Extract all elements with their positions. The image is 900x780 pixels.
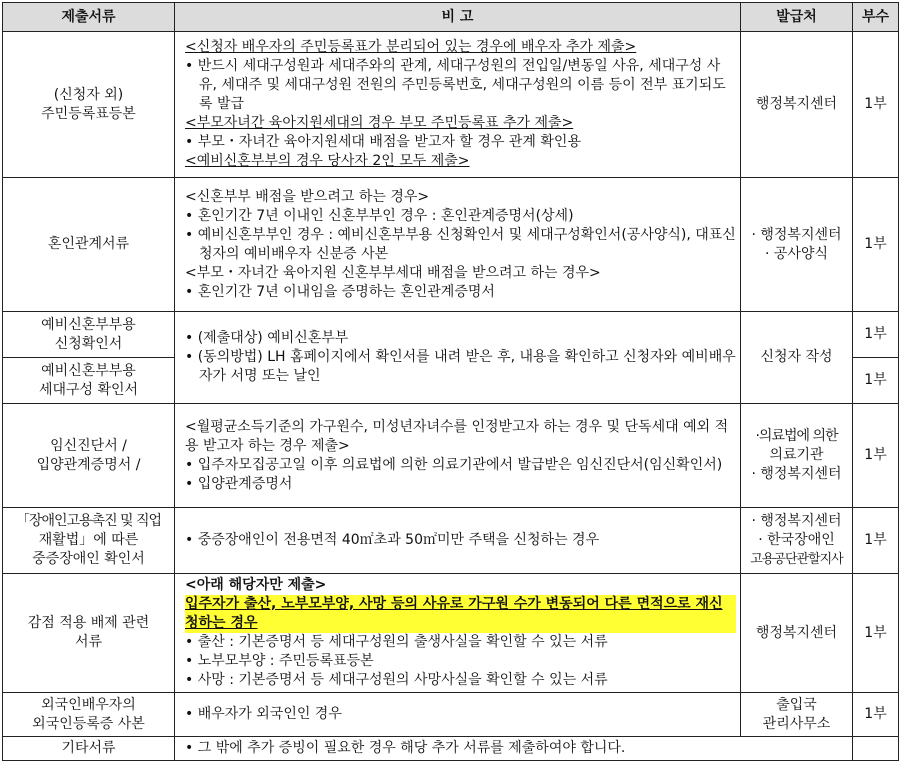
doc-cell: 혼인관계서류 [3, 178, 175, 312]
note-bullet: • 부모・자녀간 육아지원세대 배점을 받고자 할 경우 관계 확인용 [185, 133, 736, 152]
doc-line: 임신진단서 / [50, 437, 127, 454]
table-row [3, 178, 899, 312]
note-bullet: • 혼인기간 7년 이내임을 증명하는 혼인관계증명서 [185, 283, 736, 302]
issuer-cell: 신청자 작성 [741, 312, 853, 404]
doc-cell [3, 508, 175, 574]
table-row [3, 312, 899, 358]
copies-cell: 1부 [853, 358, 899, 404]
doc-cell: 기타서류 [3, 737, 175, 761]
table-header-row [3, 3, 899, 32]
header-copies: 부수 [853, 3, 899, 32]
doc-line: 입양관계증명서 / [36, 456, 141, 473]
doc-cell [3, 312, 175, 358]
note-bullet: • 반드시 세대구성원과 세대주와의 관계, 세대구성원의 전입일/변동일 사유, 세대구성 사유, 세대주 및 세대구성원 전원의 주민등록번호, 세대구성원의 이름 등이 전부 표기되도록 발급 [185, 57, 736, 114]
issuer-line: 고용공단관할지사 [750, 552, 843, 567]
issuer-cell [741, 693, 853, 737]
header-doc: 제출서류 [3, 3, 175, 32]
note-heading: <신청자 배우자의 주민등록표가 분리되어 있는 경우에 배우자 추가 제출> [185, 39, 637, 55]
documents-table [2, 2, 899, 761]
issuer-cell: 행정복지센터 [741, 32, 853, 178]
copies-cell: 1부 [853, 693, 899, 737]
note-cell [175, 574, 741, 693]
doc-cell [3, 32, 175, 178]
doc-line: 외국인배우자의 [41, 696, 136, 713]
doc-cell [3, 358, 175, 404]
note-bullet: • (동의방법) LH 홈페이지에서 확인서를 내려 받은 후, 내용을 확인하고 신청자와 예비배우자가 서명 또는 날인 [185, 348, 736, 386]
doc-line: (신청자 외) [53, 86, 124, 103]
issuer-cell: 행정복지센터 [741, 574, 853, 693]
doc-cell [3, 693, 175, 737]
doc-line: 재활법」에 따른 [38, 532, 139, 548]
doc-line: 외국인등록증 사본 [32, 715, 145, 732]
note-bullet: • 예비신혼부부인 경우 : 예비신혼부부용 신청확인서 및 세대구성확인서(공사양식), 대표신청자의 예비배우자 신분증 사본 [185, 226, 736, 264]
issuer-line: 의료기관 [769, 447, 824, 463]
doc-cell [3, 404, 175, 508]
header-note: 비 고 [175, 3, 741, 32]
note-bullet: • 노부모부양 : 주민등록표등본 [185, 652, 736, 671]
note-cell [175, 178, 741, 312]
note-cell [175, 693, 741, 737]
issuer-line: · 행정복지센터 [751, 226, 842, 243]
copies-cell: 1부 [853, 178, 899, 312]
issuer-line: ·의료법에 의한 [755, 428, 838, 444]
note-bullet: • 입주자모집공고일 이후 의료법에 의한 의료기관에서 발급받은 임신진단서(임신확인서) [185, 456, 736, 475]
note-bullet: • (제출대상) 예비신혼부부 [185, 329, 736, 348]
note-cell [175, 404, 741, 508]
note-bullet: • 배우자가 외국인인 경우 [185, 705, 736, 724]
doc-cell [3, 574, 175, 693]
note-cell [175, 508, 741, 574]
copies-cell: 1부 [853, 508, 899, 574]
doc-line: 「장애인고용촉진 및 직업 [15, 513, 162, 529]
note-bullet: • 중증장애인이 전용면적 40㎡초과 50㎡미만 주택을 신청하는 경우 [185, 531, 736, 550]
doc-line: 예비신혼부부용 [41, 362, 136, 379]
issuer-line: · 한국장애인 [758, 532, 835, 548]
doc-line: 주민등록표등본 [41, 105, 136, 122]
note-bullet: • 입양관계증명서 [185, 475, 736, 494]
note-bullet: • 그 밖에 추가 증빙이 필요한 경우 해당 추가 서류를 제출하여야 합니다. [185, 739, 848, 758]
doc-line: 서류 [74, 634, 103, 650]
issuer-cell [741, 508, 853, 574]
note-bullet: • 사망 : 기본증명서 등 세대구성원의 사망사실을 확인할 수 있는 서류 [185, 671, 736, 690]
doc-line: 중증장애인 확인서 [32, 551, 145, 567]
note-heading: <아래 해당자만 제출> [185, 577, 327, 593]
copies-cell: 1부 [853, 312, 899, 358]
issuer-line: · 행정복지센터 [751, 466, 842, 482]
issuer-line: · 행정복지센터 [751, 513, 842, 529]
issuer-cell [741, 178, 853, 312]
table-row [3, 574, 899, 693]
table-row [3, 404, 899, 508]
issuer-cell [741, 404, 853, 508]
note-heading: <월평균소득기준의 가구원수, 미성년자녀수를 인정받고자 하는 경우 및 단독세대 예외 적용 받고자 하는 경우 제출> [185, 418, 729, 454]
highlighted-condition: 입주자가 출산, 노부모부양, 사망 등의 사유로 가구원 수가 변동되어 다른 면적으로 재신청하는 경우 [185, 595, 736, 633]
copies-cell: 1부 [853, 404, 899, 508]
note-cell [175, 737, 853, 761]
note-cell [175, 32, 741, 178]
copies-cell [853, 737, 899, 761]
table-row [3, 737, 899, 761]
issuer-line: · 공사양식 [765, 245, 828, 262]
note-bullet: • 혼인기간 7년 이내인 신혼부부인 경우 : 혼인관계증명서(상세) [185, 207, 736, 226]
doc-line: 예비신혼부부용 [41, 316, 136, 333]
doc-line: 신청확인서 [54, 335, 123, 352]
table-row [3, 693, 899, 737]
note-cell [175, 312, 741, 404]
issuer-line: 출입국 [776, 696, 817, 713]
note-bullet: • 출산 : 기본증명서 등 세대구성원의 출생사실을 확인할 수 있는 서류 [185, 633, 736, 652]
copies-cell: 1부 [853, 32, 899, 178]
table-row [3, 508, 899, 574]
doc-line: 감점 적용 배제 관련 [27, 615, 150, 631]
table-row [3, 32, 899, 178]
doc-line: 세대구성 확인서 [38, 381, 139, 398]
note-heading: <신혼부부 배점을 받으려고 하는 경우> [185, 188, 430, 205]
copies-cell: 1부 [853, 574, 899, 693]
header-issuer: 발급처 [741, 3, 853, 32]
note-heading: <부모・자녀간 육아지원 신혼부부세대 배점을 받으려고 하는 경우> [185, 264, 601, 281]
note-heading: <부모자녀간 육아지원세대의 경우 부모 주민등록표 추가 제출> [185, 115, 574, 131]
note-heading: <예비신혼부부의 경우 당사자 2인 모두 제출> [185, 153, 470, 169]
issuer-line: 관리사무소 [762, 715, 831, 732]
